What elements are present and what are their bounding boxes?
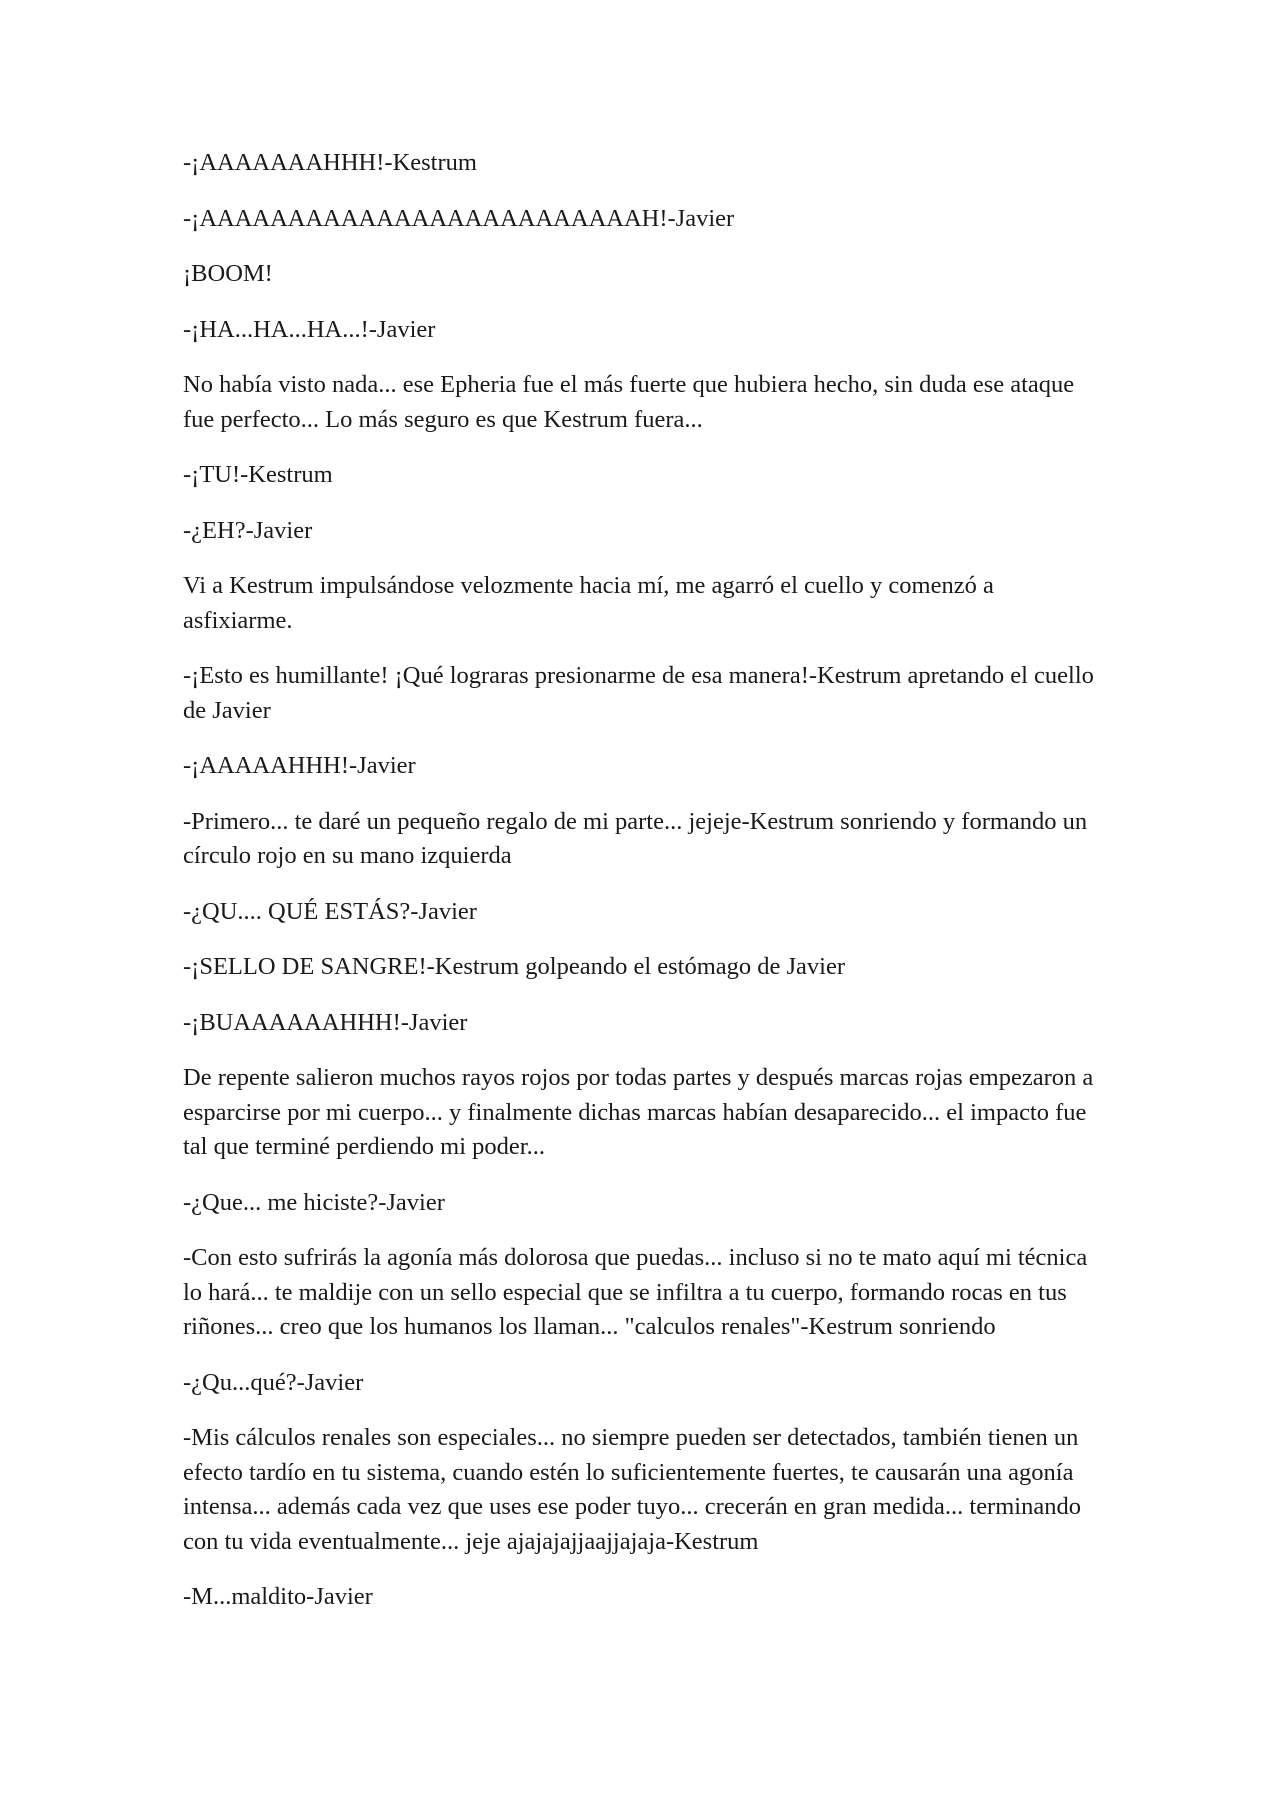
paragraph: -¡Esto es humillante! ¡Qué lograras presionarme de esa manera!-Kestrum apretando el cuello de Javier [183,662,1094,724]
paragraph: -¡TU!-Kestrum [183,461,333,488]
paragraph: -¡AAAAAHHH!-Javier [183,752,416,779]
paragraph: -¿Qu...qué?-Javier [183,1368,364,1396]
paragraph: ¡BOOM! [183,260,273,287]
paragraph: No había visto nada... ese Epheria fue el más fuerte que hubiera hecho, sin duda ese ataque fue perfecto... Lo más seguro es que Kestrum fuera... [183,371,1075,433]
paragraph: -¿Que... me hiciste?-Javier [183,1188,445,1216]
paragraph: -¡BUAAAAAAHHH!-Javier [183,1008,468,1036]
paragraph: -Mis cálculos renales son especiales... no siempre pueden ser detectados, también tienen un efecto tardío en tu sistema, cuando estén lo suficientemente fuertes, te causarán una agonía intensa... además cada vez que uses ese poder tuyo... crecerán en gran medida... terminando con tu vida eventualmente... jeje ajajajajjaajjajaja-Kestrum [183,1424,1081,1555]
paragraph: Vi a Kestrum impulsándose velozmente hacia mí, me agarró el cuello y comenzó a asfixiarme. [183,572,994,634]
paragraph: -¡AAAAAAAAAAAAAAAAAAAAAAAAAH!-Javier [183,204,735,232]
document-body [183,146,1103,1636]
paragraph: -Primero... te daré un pequeño regalo de mi parte... jejeje-Kestrum sonriendo y formando un círculo rojo en su mano izquierda [183,807,1088,869]
paragraph: -¿QU.... QUÉ ESTÁS?-Javier [183,897,477,925]
paragraph: -¿EH?-Javier [183,516,313,544]
paragraph: De repente salieron muchos rayos rojos por todas partes y después marcas rojas empezaron a esparcirse por mi cuerpo... y finalmente dichas marcas habían desaparecido... el impacto fue tal que terminé perdiendo mi poder... [183,1064,1094,1160]
paragraph: -¡SELLO DE SANGRE!-Kestrum golpeando el estómago de Javier [183,953,846,980]
paragraph: -¡AAAAAAAHHH!-Kestrum [183,149,477,176]
paragraph: -¡HA...HA...HA...!-Javier [183,315,436,343]
paragraph: -M...maldito-Javier [183,1583,373,1610]
paragraph: -Con esto sufrirás la agonía más dolorosa que puedas... incluso si no te mato aquí mi técnica lo hará... te maldije con un sello especial que se infiltra a tu cuerpo, formando rocas en tus riñones... creo que los humanos los llaman... "calculos renales"-Kestrum sonriendo [183,1244,1088,1340]
